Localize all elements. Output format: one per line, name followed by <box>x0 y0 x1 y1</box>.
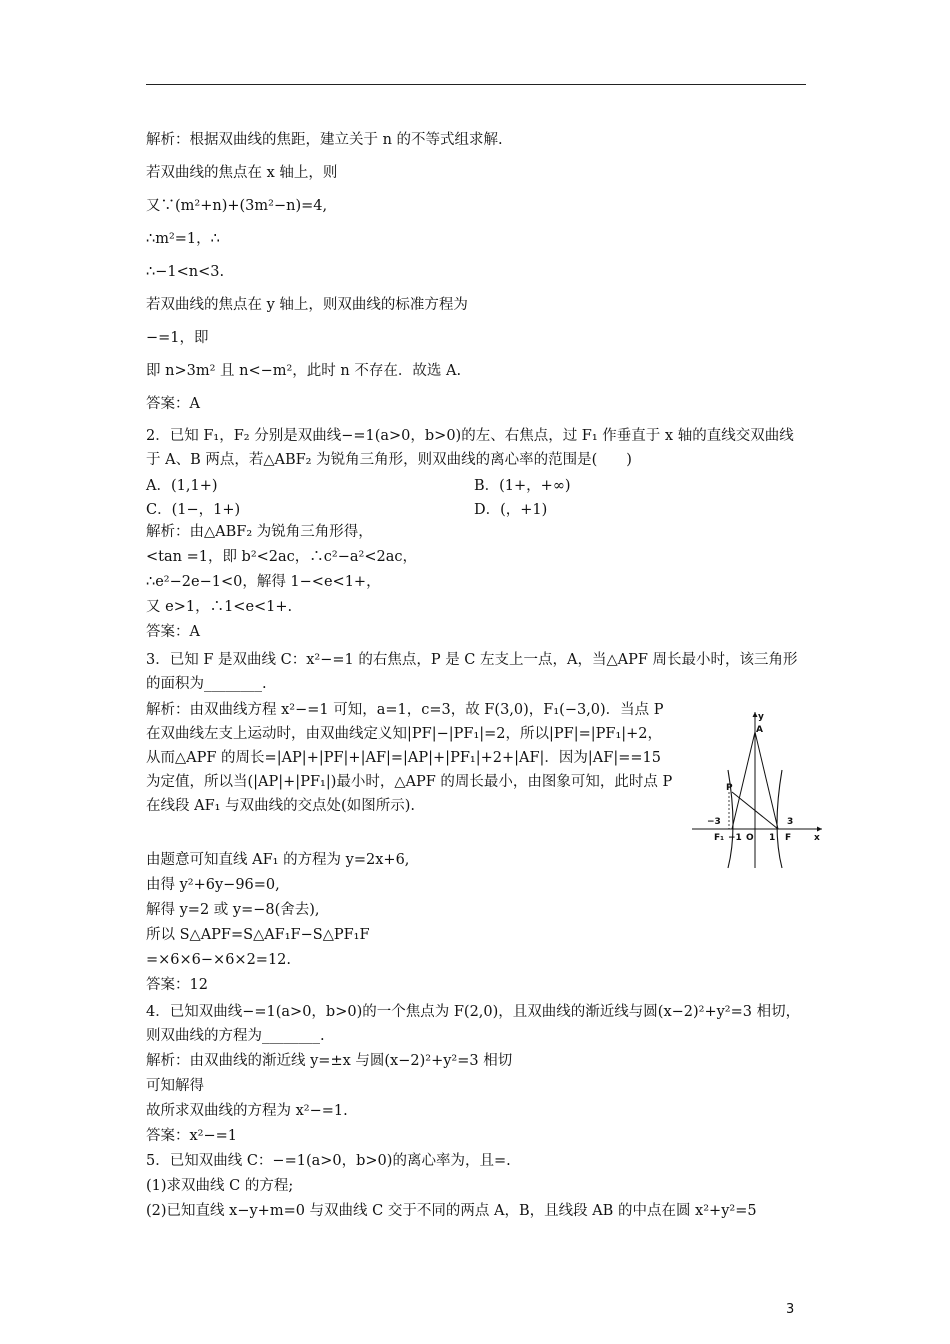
text-line: 若双曲线的焦点在 y 轴上，则双曲线的标准方程为 <box>146 297 468 313</box>
label-f1: F₁ <box>714 833 725 843</box>
label-neg3: −3 <box>707 817 721 827</box>
label-a: A <box>756 725 763 735</box>
question-2: 2．已知 F₁，F₂ 分别是双曲线−=1(a>0，b>0)的左、右焦点，过 F₁ 作垂直于 x 轴的直线交双曲线于 A、B 两点，若△ABF₂ 为锐角三角形，则双曲线的离心率的范围是( ) <box>146 428 794 468</box>
question-3: 3．已知 F 是双曲线 C：x²−=1 的右焦点，P 是 C 左支上一点，A，当△APF 周长最小时，该三角形的面积为________. <box>146 652 798 692</box>
label-3: 3 <box>787 817 794 827</box>
text-line: =×6×6−×6×2=12. <box>146 952 292 968</box>
answer-line: 答案：A <box>146 396 200 412</box>
label-neg1: −1 <box>728 833 742 843</box>
hyperbola-right-branch <box>777 770 782 868</box>
label-y: y <box>758 712 764 722</box>
text-line: 即 n>3m² 且 n<−m²，此时 n 不存在．故选 A. <box>146 363 462 379</box>
label-1: 1 <box>769 833 776 843</box>
text-line: 又∵(m²+n)+(3m²−n)=4, <box>146 198 328 214</box>
text-line: (2)已知直线 x−y+m=0 与双曲线 C 交于不同的两点 A，B，且线段 AB 的中点在圆 x²+y²=5 <box>146 1203 757 1219</box>
answer-line: 答案：x²−=1 <box>146 1128 238 1144</box>
line-af1 <box>732 732 755 829</box>
option-d: D．(，+1) <box>474 502 548 518</box>
option-a: A．(1,1+) <box>146 478 218 494</box>
hyperbola-figure <box>688 708 824 870</box>
y-axis-arrow <box>753 712 758 717</box>
answer-line: 答案：A <box>146 624 200 640</box>
question-5: 5．已知双曲线 C：−=1(a>0，b>0)的离心率为，且=. <box>146 1153 511 1169</box>
x-axis-arrow <box>817 827 822 832</box>
solution-3: 解析：由双曲线方程 x²−=1 可知，a=1，c=3，故 F(3,0)，F₁(−3,0)．当点 P 在双曲线左支上运动时，由双曲线定义知|PF|−|PF₁|=2，所以|PF|=|PF₁|+2，从而△APF 的周长=|AP|+|PF|+|AF|=|AP|+|PF₁|+2+|AF|．因为|AF|==15 为定值，所以当(|AP|+|PF₁|)最小时，△APF 的周长最小，由图象可知，此时点 P 在线段 AF₁ 与双曲线的交点处(如图所示). <box>146 702 673 814</box>
text-line: 解析：由双曲线的渐近线 y=±x 与圆(x−2)²+y²=3 相切 <box>146 1053 513 1069</box>
page-number: 3 <box>786 1302 795 1317</box>
header-rule <box>146 84 806 85</box>
text-line: 解析：根据双曲线的焦距，建立关于 n 的不等式组求解. <box>146 132 503 148</box>
text-line: −=1，即 <box>146 330 209 346</box>
text-line: 解得 y=2 或 y=−8(舍去), <box>146 902 320 918</box>
text-line: (1)求双曲线 C 的方程; <box>146 1178 294 1194</box>
label-p: P <box>726 783 733 793</box>
option-c: C．(1−，1+) <box>146 502 241 518</box>
text-line: 由得 y²+6y−96=0, <box>146 877 280 893</box>
text-line: ∴−1<n<3. <box>146 264 225 280</box>
text-line: 解析：由△ABF₂ 为锐角三角形得， <box>146 524 373 540</box>
text-line: 又 e>1，∴1<e<1+. <box>146 599 293 615</box>
label-f: F <box>785 833 792 843</box>
text-line: 由题意可知直线 AF₁ 的方程为 y=2x+6, <box>146 852 410 868</box>
text-line: <tan =1，即 b²<2ac，∴c²−a²<2ac， <box>146 549 417 565</box>
label-x: x <box>814 833 820 843</box>
text-line: 所以 S△APF=S△AF₁F−S△PF₁F <box>146 927 370 943</box>
answer-line: 答案：12 <box>146 977 208 993</box>
option-b: B．(1+，+∞) <box>474 478 571 494</box>
label-o: O <box>746 833 754 843</box>
text-line: ∴e²−2e−1<0，解得 1−<e<1+， <box>146 574 381 590</box>
text-line: 可知解得 <box>146 1078 204 1094</box>
text-line: 故所求双曲线的方程为 x²−=1. <box>146 1103 348 1119</box>
text-line: ∴m²=1，∴ <box>146 231 220 247</box>
line-af <box>755 732 778 829</box>
question-4: 4．已知双曲线−=1(a>0，b>0)的一个焦点为 F(2,0)，且双曲线的渐近线与圆(x−2)²+y²=3 相切，则双曲线的方程为________. <box>146 1004 801 1044</box>
text-line: 若双曲线的焦点在 x 轴上，则 <box>146 165 338 181</box>
